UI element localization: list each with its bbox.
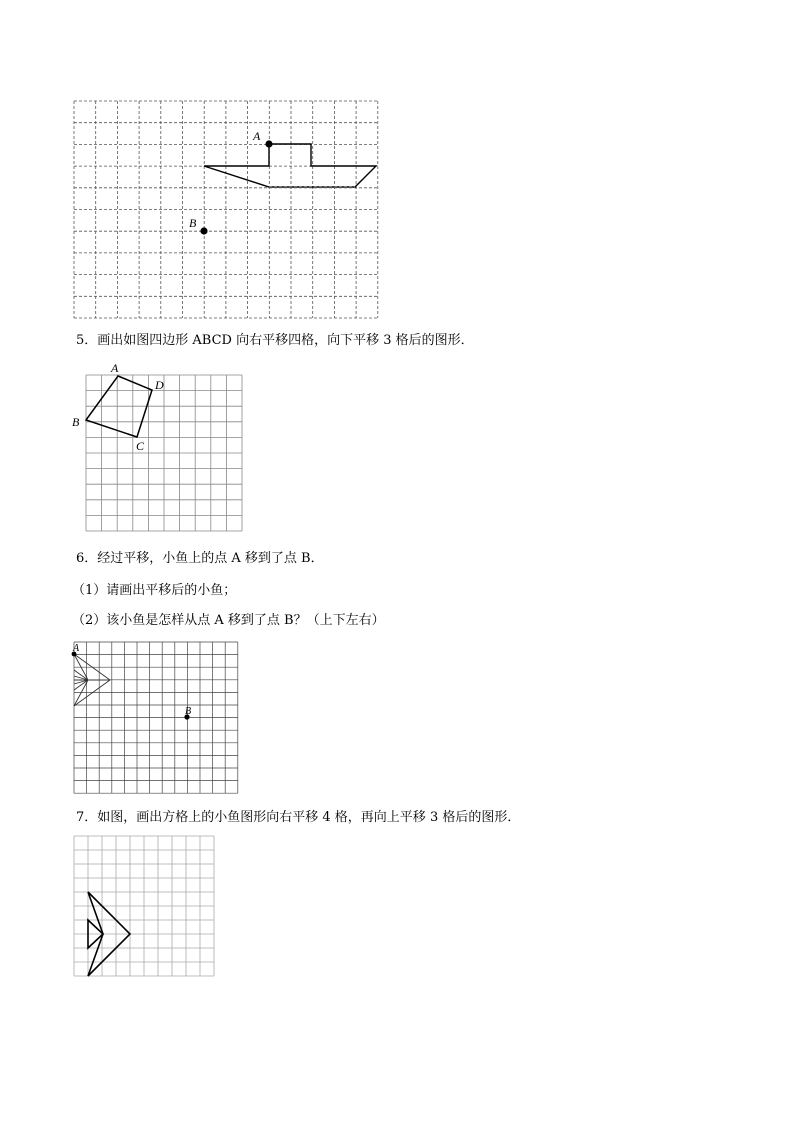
fish-point-a-label: A [73,643,80,654]
label-d: D [155,378,164,392]
question-6-text: 6．经过平移，小鱼上的点 A 移到了点 B． [76,551,324,566]
point-a-label: A [253,129,261,143]
fish-point-b-label: B [185,706,192,717]
question-6-sub2: （2）该小鱼是怎样从点 A 移到了点 B？（上下左右） [72,613,385,628]
point-b-label: B [189,216,197,230]
question-5-text: 5．画出如图四边形 ABCD 向右平移四格，向下平移 3 格后的图形． [76,333,474,348]
label-c: C [136,439,145,453]
label-a: A [111,361,119,375]
label-b: B [72,415,80,429]
question-7-text: 7．如图，画出方格上的小鱼图形向右平移 4 格，再向上平移 3 格后的图形． [76,810,521,825]
question-6-sub1: （1）请画出平移后的小鱼； [72,583,237,598]
